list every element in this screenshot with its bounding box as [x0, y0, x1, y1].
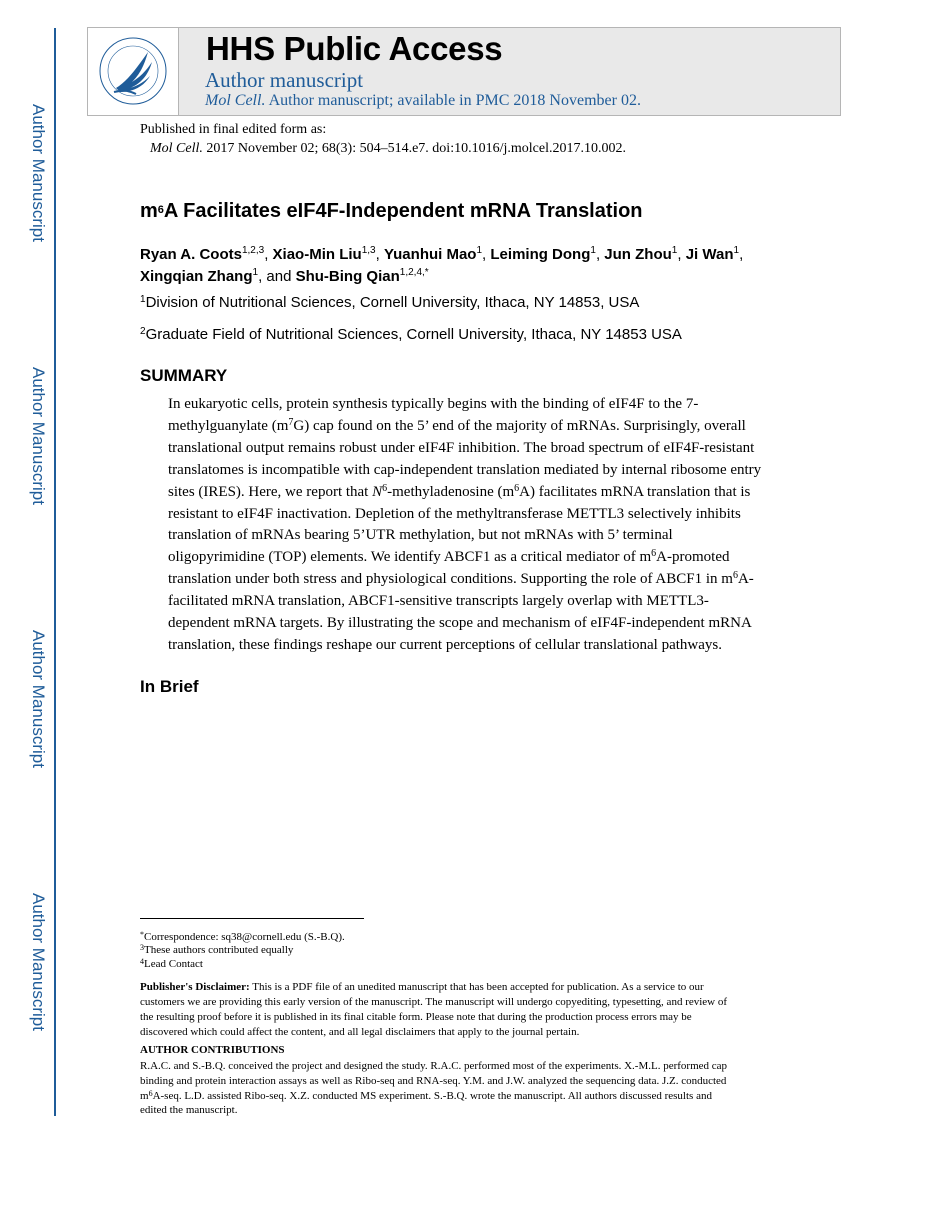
- summary-line: [168, 569, 793, 591]
- author-sup: 1,3: [361, 245, 376, 256]
- summary-body: [168, 394, 793, 657]
- footnote: [140, 931, 820, 944]
- disclaimer-line: customers we are providing this early version of the manuscript. The manuscript will undergo copyediting, typesetting, and review of: [140, 996, 728, 1008]
- citation-journal: Mol Cell.: [150, 141, 203, 156]
- author-sup: 1: [252, 267, 259, 278]
- summary-span: A-promoted: [656, 549, 730, 566]
- summary-line: translational output remains robust under eIF4F inhibition. The broad spectrum of eIF4F-resistant: [168, 439, 755, 456]
- contrib-span: m: [140, 1089, 149, 1102]
- author-sup: 1,2,3: [241, 245, 265, 256]
- summary-line: [168, 547, 793, 569]
- author-manuscript-subtitle: Author manuscript: [205, 68, 364, 92]
- summary-sup: 6: [514, 482, 520, 494]
- summary-heading: SUMMARY: [140, 366, 228, 385]
- summary-line: translation of mRNAs bearing 5’UTR methylation, but not mRNAs with 5’ terminal: [168, 527, 673, 544]
- author-sep: ,: [677, 246, 686, 263]
- summary-line: dependent mRNA targets. By illustrating the scope and mechanism of eIF4F-independent mRNA: [168, 615, 752, 632]
- footnote-text: Correspondence: sq38@cornell.edu (S.-B.Q).: [144, 931, 345, 943]
- author-contributions-heading: AUTHOR CONTRIBUTIONS: [140, 1044, 285, 1056]
- summary-sup: 6: [732, 570, 738, 582]
- author-sup: 1,2,4,*: [399, 267, 429, 278]
- author-name: Yuanhui Mao: [383, 246, 477, 263]
- author-sup: 1: [476, 245, 483, 256]
- hhs-public-access-title: HHS Public Access: [206, 30, 503, 67]
- disclaimer-span: This is a PDF file of an unedited manuscript that has been accepted for publication. As a service to our: [249, 981, 704, 993]
- author-name: Jun Zhou: [604, 246, 672, 263]
- summary-span: G) cap found on the 5’ end of the majority of mRNAs. Surprisingly, overall: [293, 417, 746, 434]
- title-rest: A Facilitates eIF4F-Independent mRNA Translation: [163, 200, 643, 222]
- author-sep: ,: [375, 246, 384, 263]
- author-name: Shu-Bing Qian: [295, 268, 400, 285]
- availability-line: [205, 92, 641, 110]
- affiliation-text: Division of Nutritional Sciences, Cornell University, Ithaca, NY 14853, USA: [145, 294, 640, 311]
- summary-span: methylguanylate (m: [168, 417, 289, 434]
- contrib-line: R.A.C. and S.-B.Q. conceived the project and designed the study. R.A.C. performed most of the experiments. X.-M.L. performed cap: [140, 1060, 728, 1072]
- author-sep: ,: [264, 246, 273, 263]
- footnote-sup: *: [140, 930, 144, 939]
- summary-line: [168, 482, 793, 504]
- disclaimer-line: [140, 980, 810, 995]
- citation-text: 2017 November 02; 68(3): 504–514.e7. doi:10.1016/j.molcel.2017.10.002.: [206, 141, 626, 156]
- summary-italic: N: [372, 483, 383, 500]
- footnote: [140, 944, 820, 957]
- hhs-header: [87, 27, 841, 116]
- summary-sup: 6: [651, 548, 657, 560]
- author-sep: ,: [482, 246, 491, 263]
- summary-sup: 6: [382, 482, 388, 494]
- author-sep: ,: [739, 246, 744, 263]
- contrib-span: A-seq. L.D. assisted Ribo-seq. X.Z. conducted MS experiment. S.-B.Q. wrote the manuscript. All authors discussed results and: [152, 1089, 712, 1102]
- title-sup: 6: [157, 204, 164, 216]
- disclaimer-line: discovered which could affect the content, and all legal disclaimers that apply to the journal pertain.: [140, 1026, 580, 1038]
- footnote-rule: [140, 918, 364, 919]
- author-sep: , and: [258, 268, 296, 285]
- publisher-disclaimer: [140, 980, 810, 1040]
- author-sup: 1: [590, 245, 596, 256]
- contrib-line: [140, 1089, 810, 1104]
- summary-span: translation under both stress and physiological conditions. Supporting the role of ABCF1 in m: [168, 571, 733, 588]
- contrib-line: edited the manuscript.: [140, 1104, 238, 1117]
- author-sup: 1: [733, 245, 740, 256]
- footnote-sup: 4: [140, 956, 144, 966]
- disclaimer-line: the resulting proof before it is published in its final citable form. Please note that during the production process errors may be: [140, 1011, 692, 1023]
- footnote-text: These authors contributed equally: [144, 944, 294, 957]
- availability-text: Author manuscript; available in PMC 2018 November 02.: [268, 92, 641, 109]
- author-name: Xiao-Min Liu: [272, 246, 362, 263]
- contrib-line: binding and protein interaction assays as well as Ribo-seq and RNA-seq. Y.M. and J.W. analyzed the sequencing data. J.Z. conducted: [140, 1074, 727, 1087]
- summary-line: In eukaryotic cells, protein synthesis typically begins with the binding of eIF4F to the 7-: [168, 396, 699, 412]
- sidebar-rule: [54, 28, 56, 1116]
- author-name: Xingqian Zhang: [140, 268, 253, 285]
- affiliation-sup: 1: [140, 294, 146, 305]
- summary-line: translatomes is incompatible with cap-independent translation mediated by internal ribosome entry: [168, 461, 762, 478]
- affiliation-text: Graduate Field of Nutritional Sciences, Cornell University, Ithaca, NY 14853 USA: [145, 326, 682, 343]
- summary-span: A) facilitates mRNA translation that is: [519, 483, 751, 500]
- hhs-logo: [88, 28, 179, 115]
- summary-line: facilitated mRNA translation, ABCF1-sensitive transcripts largely overlap with METTL3-: [168, 593, 709, 610]
- disclaimer-label: Publisher's Disclaimer:: [140, 981, 250, 993]
- author-manuscript-label-3: Author Manuscript: [29, 630, 48, 768]
- footnote: [140, 958, 820, 971]
- summary-sup: 7: [288, 416, 294, 428]
- author-name: Leiming Dong: [490, 246, 591, 263]
- affiliation-2: [140, 326, 682, 343]
- footnotes: [140, 931, 820, 971]
- summary-span: A-: [737, 571, 754, 588]
- author-manuscript-label-1: Author Manuscript: [29, 104, 48, 242]
- author-manuscript-label-2: Author Manuscript: [29, 367, 48, 505]
- contrib-sup: 6: [148, 1088, 153, 1098]
- author-sup: 1: [671, 245, 678, 256]
- summary-span: oligopyrimidine (TOP) elements. We identify ABCF1 as a critical mediator of m: [168, 549, 652, 566]
- footnote-text: Lead Contact: [144, 957, 203, 970]
- article-title: [140, 200, 643, 223]
- author-sep: ,: [595, 246, 605, 263]
- author-list: [140, 244, 820, 288]
- affiliation-1: [140, 294, 639, 311]
- summary-span: sites (IRES). Here, we report that: [168, 483, 373, 500]
- author-contributions-body: [140, 1059, 810, 1118]
- summary-line: [168, 416, 793, 438]
- title-prefix: m: [140, 200, 158, 222]
- published-label: Published in final edited form as:: [140, 122, 327, 137]
- summary-span: -methyladenosine (m: [387, 483, 515, 500]
- author-manuscript-label-4: Author Manuscript: [29, 893, 48, 1031]
- summary-line: resistant to eIF4F inactivation. Depletion of the methyltransferase METTL3 selectively inhibits: [168, 505, 741, 522]
- hhs-eagle-icon: [96, 32, 170, 110]
- summary-line: translation, these findings reshape our current perceptions of cellular translational pathways.: [168, 636, 722, 653]
- author-name: Ryan A. Coots: [140, 246, 242, 263]
- affiliation-sup: 2: [140, 326, 146, 337]
- citation-line: [150, 141, 626, 157]
- author-name: Ji Wan: [685, 246, 734, 263]
- footnote-sup: 3: [140, 943, 144, 953]
- header-journal: Mol Cell.: [205, 92, 266, 109]
- in-brief-heading: In Brief: [140, 677, 199, 696]
